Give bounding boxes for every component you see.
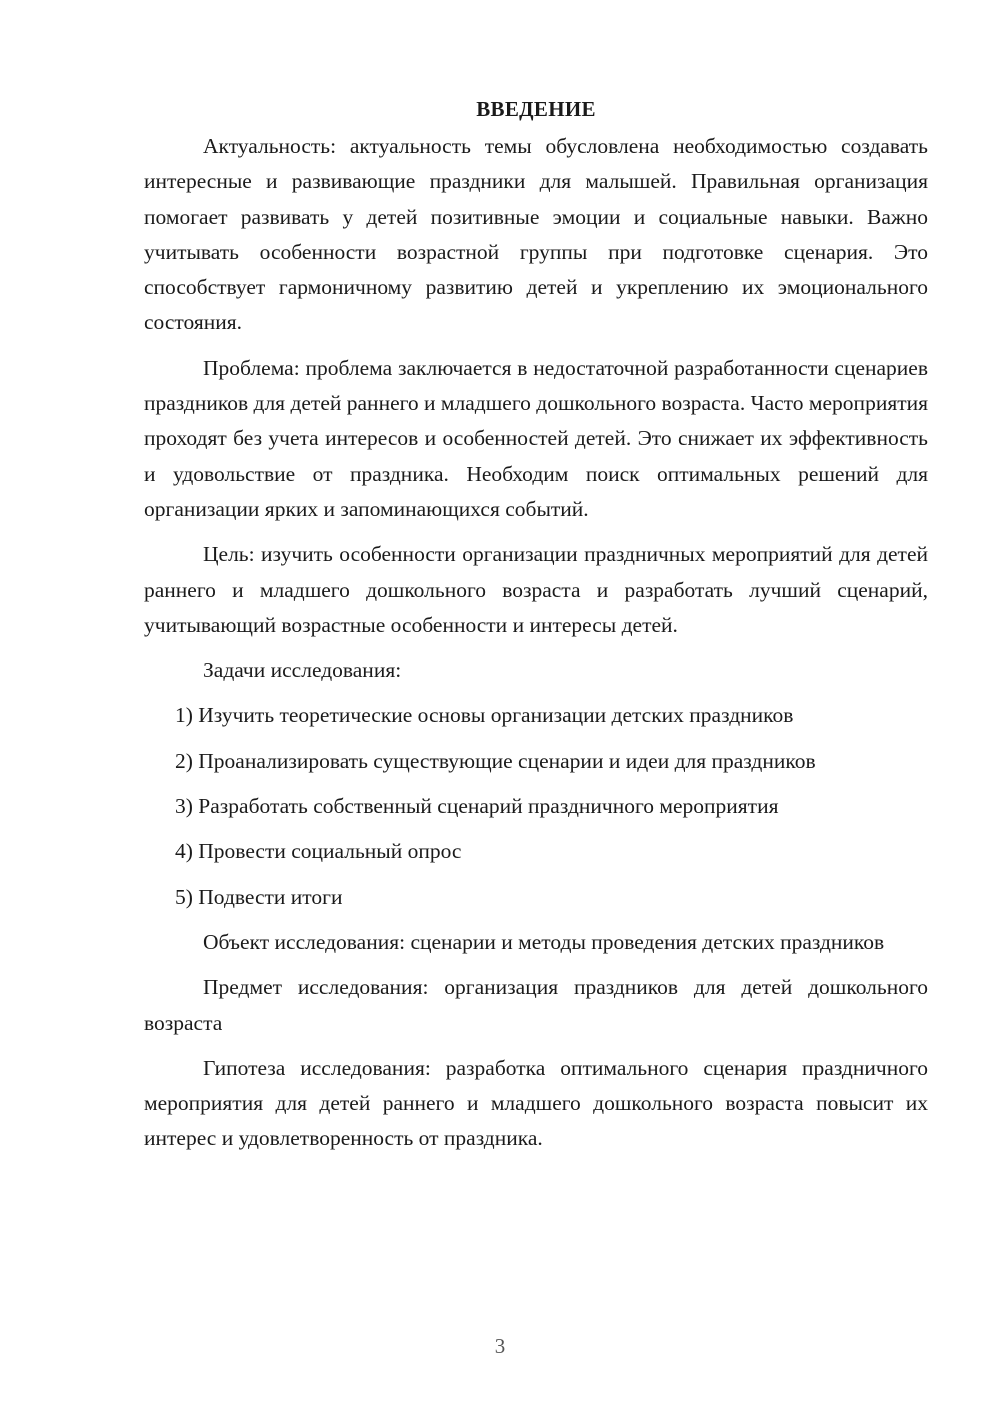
list-item: 3) Разработать собственный сценарий праздничного мероприятия <box>175 794 779 819</box>
paragraph-hypothesis: Гипотеза исследования: разработка оптимального сценария праздничного мероприятия для детей раннего и младшего дошкольного возраста повысит их интерес и удовлетворенность от праздника. <box>144 1055 928 1151</box>
tasks-list <box>144 698 928 914</box>
tasks-heading: Задачи исследования: <box>203 658 402 683</box>
list-item: 4) Провести социальный опрос <box>175 839 462 864</box>
list-item: 2) Проанализировать существующие сценарии и идеи для праздников <box>175 748 816 773</box>
page-title: ВВЕДЕНИЕ <box>476 97 596 121</box>
paragraph-goal: Цель: изучить особенности организации праздничных мероприятий для детей раннего и младшего дошкольного возраста и разработать лучший сценарий, учитывающий возрастные особенности и интересы детей. <box>144 542 928 637</box>
list-item: 1) Изучить теоретические основы организации детских праздников <box>175 703 794 728</box>
page-number: 3 <box>494 1334 506 1358</box>
paragraph-object: Объект исследования: сценарии и методы проведения детских праздников <box>203 929 885 954</box>
list-item: 5) Подвести итоги <box>175 884 343 909</box>
paragraph-subject: Предмет исследования: организация праздников для детей дошкольного возраста <box>144 975 928 1035</box>
paragraph-problem: Проблема: проблема заключается в недостаточной разработанности сценариев праздников для детей раннего и младшего дошкольного возраста. Часто мероприятия проходят без учета интересов и особенностей детей. Это снижает их эффективность и удовольствие от праздника. Необходим поиск оптимальных решений для организации ярких и запоминающихся событий. <box>144 355 928 521</box>
document-page <box>144 92 928 1167</box>
paragraph-relevance: Актуальность: актуальность темы обусловлена необходимостью создавать интересные и развивающие праздники для малышей. Правильная организация помогает развивать у детей позитивные эмоции и социальные навыки. Важно учитывать особенности возрастной группы при подготовке сценария. Это способствует гармоничному развитию детей и укреплению их эмоционального состояния. <box>144 134 928 335</box>
